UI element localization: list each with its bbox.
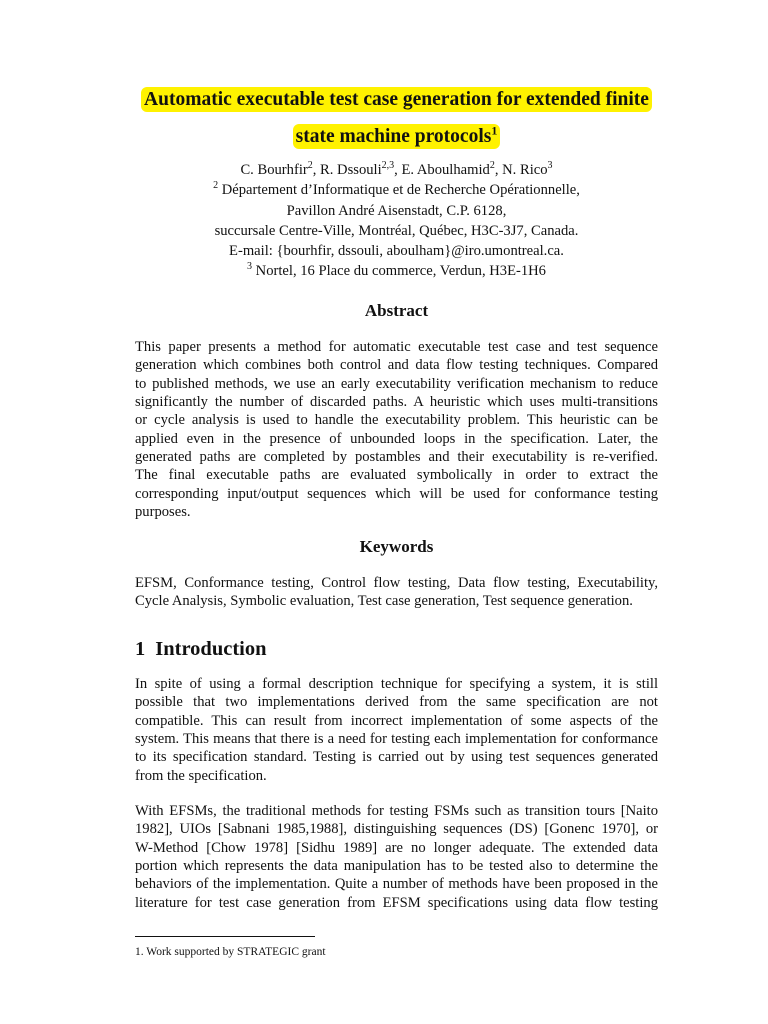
keywords-body xyxy=(135,574,658,611)
intro-line: portion which represents the data manipulation has to be tested also to determine the xyxy=(135,858,658,875)
abstract-line: generated paths are completed by postambles and their executability is re-verified. xyxy=(135,449,658,466)
paper-title xyxy=(130,84,663,152)
title-footnote-mark: 1 xyxy=(491,123,498,137)
intro-line: behaviors of the implementation. Quite a number of methods have been proposed in the xyxy=(135,876,658,893)
abstract-body xyxy=(135,338,658,521)
abstract-line: This paper presents a method for automatic executable test case and test sequence xyxy=(135,339,658,355)
abstract-line: significantly the number of discarded paths. A heuristic which uses multi-transitions xyxy=(135,394,658,411)
abstract-line: The final executable paths are evaluated symbolically in order to extract the xyxy=(135,467,658,484)
affiliation-3: $^3$ Nortel, 16 Place du commerce, Verdun, H3E-1H6 xyxy=(247,261,546,280)
abstract-line: generation which combines both control and data flow testing techniques. Compared xyxy=(135,357,658,374)
intro-line: to its specification standard. Testing is carried out by using test sequences generated xyxy=(135,749,658,766)
affiliation-2: $^2$ Département d’Informatique et de Recherche Opérationnelle, xyxy=(213,180,580,199)
intro-line: literature for test case generation from EFSM specifications using data flow testing xyxy=(135,894,658,911)
intro-line: W-Method [Chow 1978] [Sidhu 1989] are no longer adequate. The extended data xyxy=(135,839,658,856)
abstract-line: applied even in the presence of unbounded loops in the specification. Later, the xyxy=(135,430,658,447)
abstract-line: or cycle analysis is used to handle the executability problem. This heuristic can be xyxy=(135,412,658,429)
keywords-heading: Keywords xyxy=(359,537,434,556)
keywords-line: EFSM, Conformance testing, Control flow testing, Data flow testing, Executability, xyxy=(135,575,658,591)
intro-paragraph-2 xyxy=(135,802,658,912)
section-heading-introduction xyxy=(135,638,267,661)
abstract-line: corresponding input/output sequences which will be used for conformance testing xyxy=(135,485,658,502)
author-email: E-mail: {bourhfir, dssouli, aboulham}@iro.umontreal.ca. xyxy=(229,243,564,260)
intro-line: In spite of using a formal description technique for specifying a system, it is still xyxy=(135,676,658,692)
author-names: C. Bourhfir$^2$, R. Dssouli$^{2,3}$, E. Aboulhamid$^2$, N. Rico$^3$ xyxy=(240,160,553,178)
footnote-divider xyxy=(135,936,315,937)
affiliation-2-address: Pavillon André Aisenstadt, C.P. 6128, xyxy=(286,202,507,219)
title-text: Automatic executable test case generation for extended finite state machine protocols xyxy=(144,89,649,147)
keywords-line: Cycle Analysis, Symbolic evaluation, Test case generation, Test sequence generation. xyxy=(135,593,633,610)
intro-line: compatible. This can result from incorrect implementation of some aspects of the xyxy=(135,712,658,729)
section-title: Introduction xyxy=(155,638,267,660)
intro-line: possible that two implementations derived from the same specification are not xyxy=(135,694,658,711)
intro-line: from the specification. xyxy=(135,767,267,784)
footnote: 1. Work supported by STRATEGIC grant xyxy=(135,946,326,958)
intro-line: With EFSMs, the traditional methods for testing FSMs such as transition tours [Naito xyxy=(135,803,658,819)
affiliation-2-city: succursale Centre-Ville, Montréal, Québec, H3C-3J7, Canada. xyxy=(214,222,579,239)
author-block xyxy=(135,160,658,282)
intro-line: system. This means that there is a need for testing each implementation for conformance xyxy=(135,731,658,748)
intro-paragraph-1 xyxy=(135,675,658,785)
abstract-heading: Abstract xyxy=(364,301,429,320)
abstract-line: to published methods, we use an early executability verification mechanism to reduce xyxy=(135,375,658,392)
intro-line: 1982], UIOs [Sabnani 1985,1988], distinguishing sequences (DS) [Gonenc 1970], or xyxy=(135,821,658,838)
abstract-line: purposes. xyxy=(135,504,191,521)
section-number: 1 xyxy=(135,638,146,660)
